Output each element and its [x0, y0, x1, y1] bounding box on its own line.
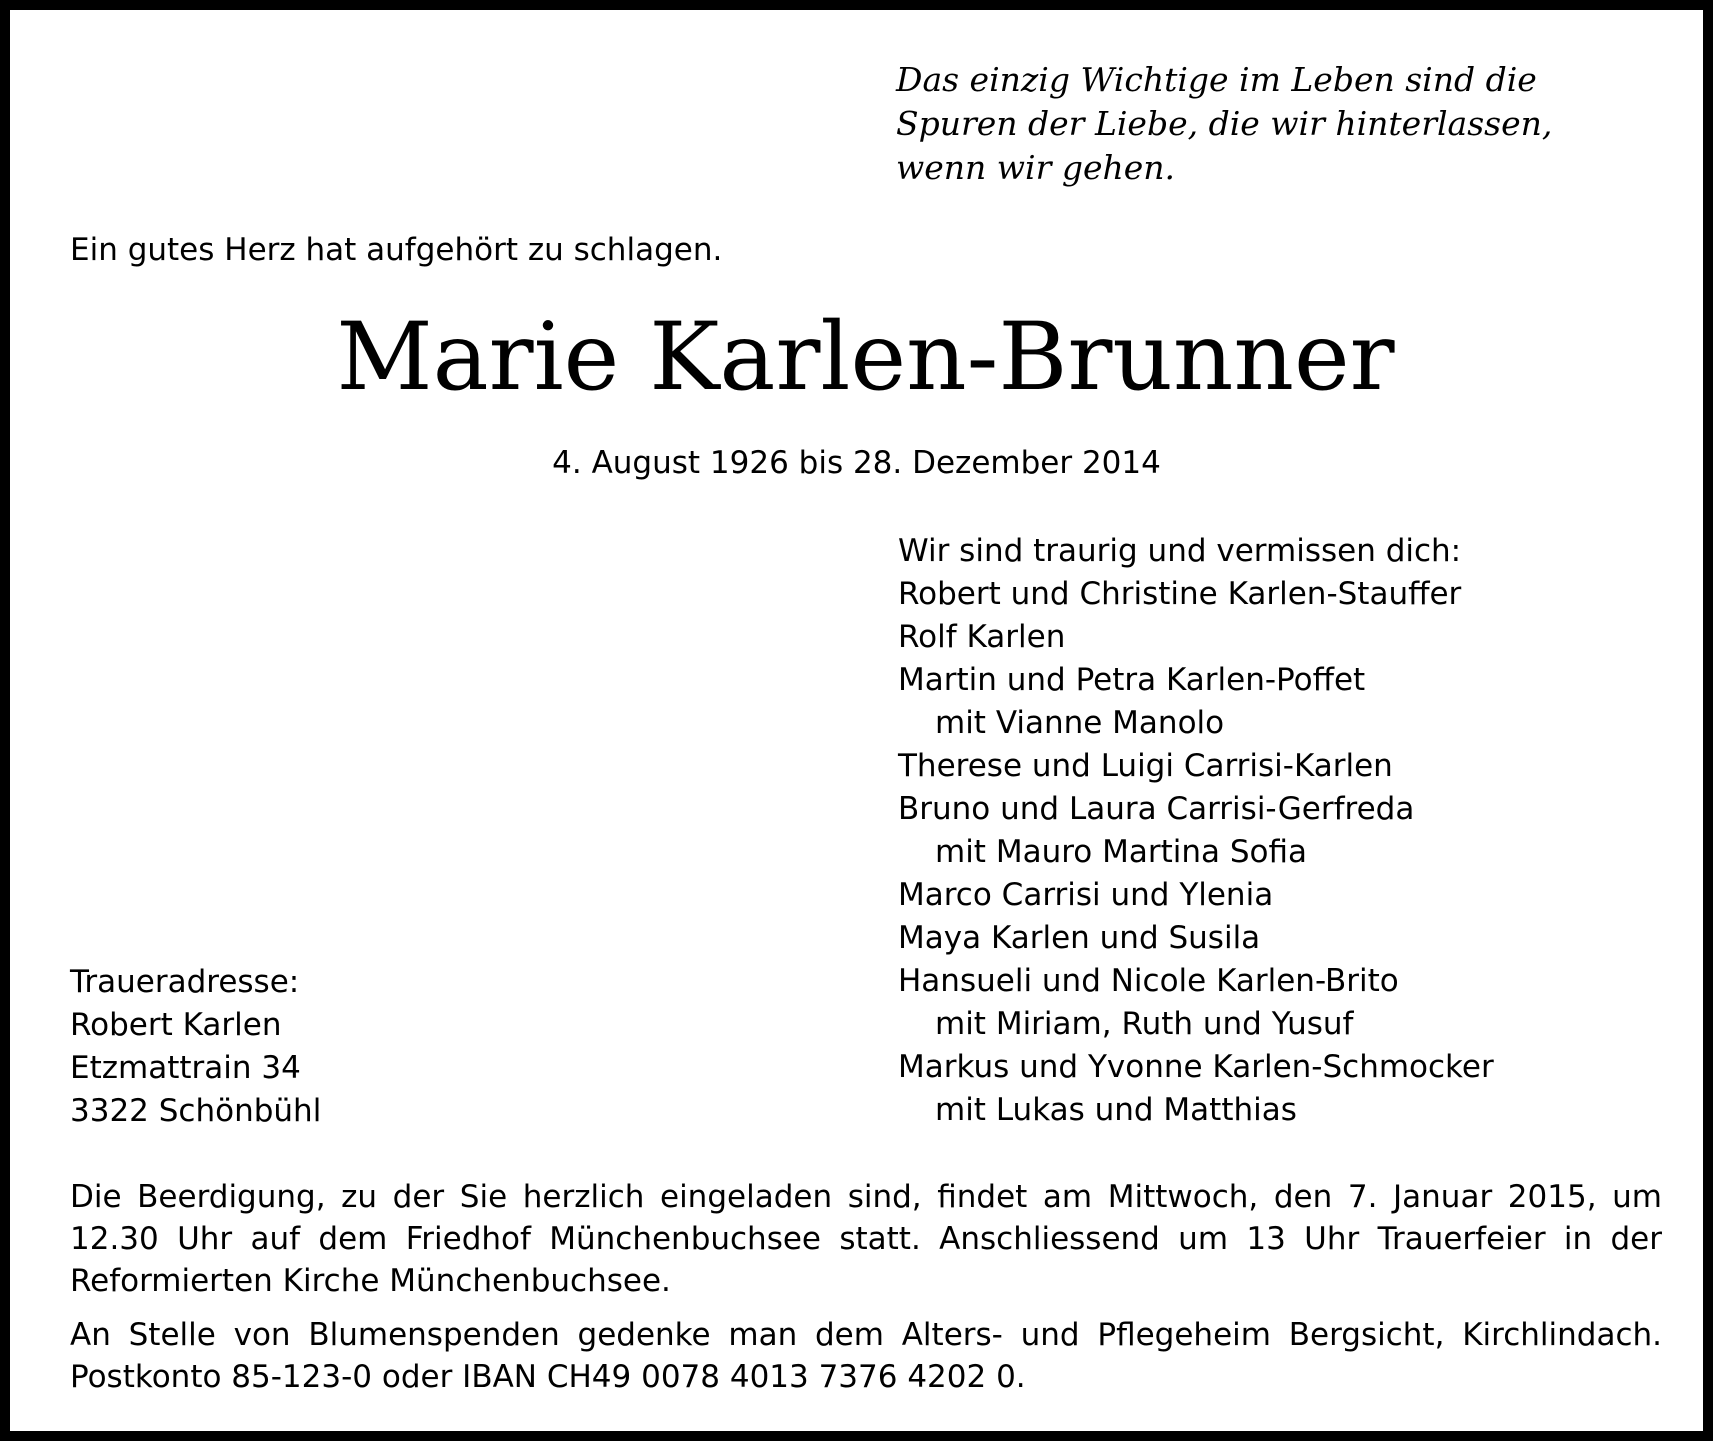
mourner-line: Maya Karlen und Susila — [898, 920, 1261, 956]
quote-line: Spuren der Liebe, die wir hinterlassen, — [896, 104, 1553, 143]
address-city: 3322 Schönbühl — [70, 1093, 322, 1129]
mourner-line: Martin und Petra Karlen-Poffet — [898, 662, 1366, 698]
quote-line: wenn wir gehen. — [896, 148, 1176, 187]
mourner-line: Marco Carrisi und Ylenia — [898, 877, 1274, 913]
life-dates: 4. August 1926 bis 28. Dezember 2014 — [552, 445, 1161, 481]
mourners-list — [898, 530, 1688, 1132]
mourner-line: mit Lukas und Matthias — [935, 1092, 1297, 1128]
mourner-line: mit Mauro Martina Sofia — [935, 834, 1308, 870]
mourner-line: mit Vianne Manolo — [935, 705, 1225, 741]
funeral-info: Die Beerdigung, zu der Sie herzlich eingeladen sind, findet am Mittwoch, den 7. Januar 2015, um 12.30 Uhr auf dem Friedhof Münchenbuchsee statt. Anschliessend um 13 Uhr Trauerfeier in der Reformierten Kirche Münchenbuchsee. — [70, 1179, 1662, 1299]
quote — [896, 58, 1636, 190]
address-label: Traueradresse: — [70, 964, 300, 1000]
mourner-line: mit Miriam, Ruth und Yusuf — [935, 1006, 1354, 1042]
mourners-heading: Wir sind traurig und vermissen dich: — [898, 533, 1462, 569]
quote-line: Das einzig Wichtige im Leben sind die — [896, 60, 1537, 99]
mourner-line: Rolf Karlen — [898, 619, 1066, 655]
mourner-line: Bruno und Laura Carrisi-Gerfreda — [898, 791, 1415, 827]
address-street: Etzmattrain 34 — [70, 1050, 301, 1086]
mourner-line: Hansueli und Nicole Karlen-Brito — [898, 963, 1399, 999]
intro-text: Ein gutes Herz hat aufgehört zu schlagen. — [70, 232, 723, 268]
donation-info: An Stelle von Blumenspenden gedenke man dem Alters- und Pflegeheim Bergsicht, Kirchlindach. Postkonto 85-123-0 oder IBAN CH49 0078 4013 7376 4202 0. — [70, 1317, 1662, 1395]
deceased-name: Marie Karlen-Brunner — [336, 303, 1395, 412]
address-name: Robert Karlen — [70, 1007, 282, 1043]
mourning-address — [70, 961, 321, 1133]
mourner-line: Markus und Yvonne Karlen-Schmocker — [898, 1049, 1494, 1085]
mourner-line: Robert und Christine Karlen-Stauffer — [898, 576, 1462, 612]
mourner-line: Therese und Luigi Carrisi-Karlen — [898, 748, 1393, 784]
